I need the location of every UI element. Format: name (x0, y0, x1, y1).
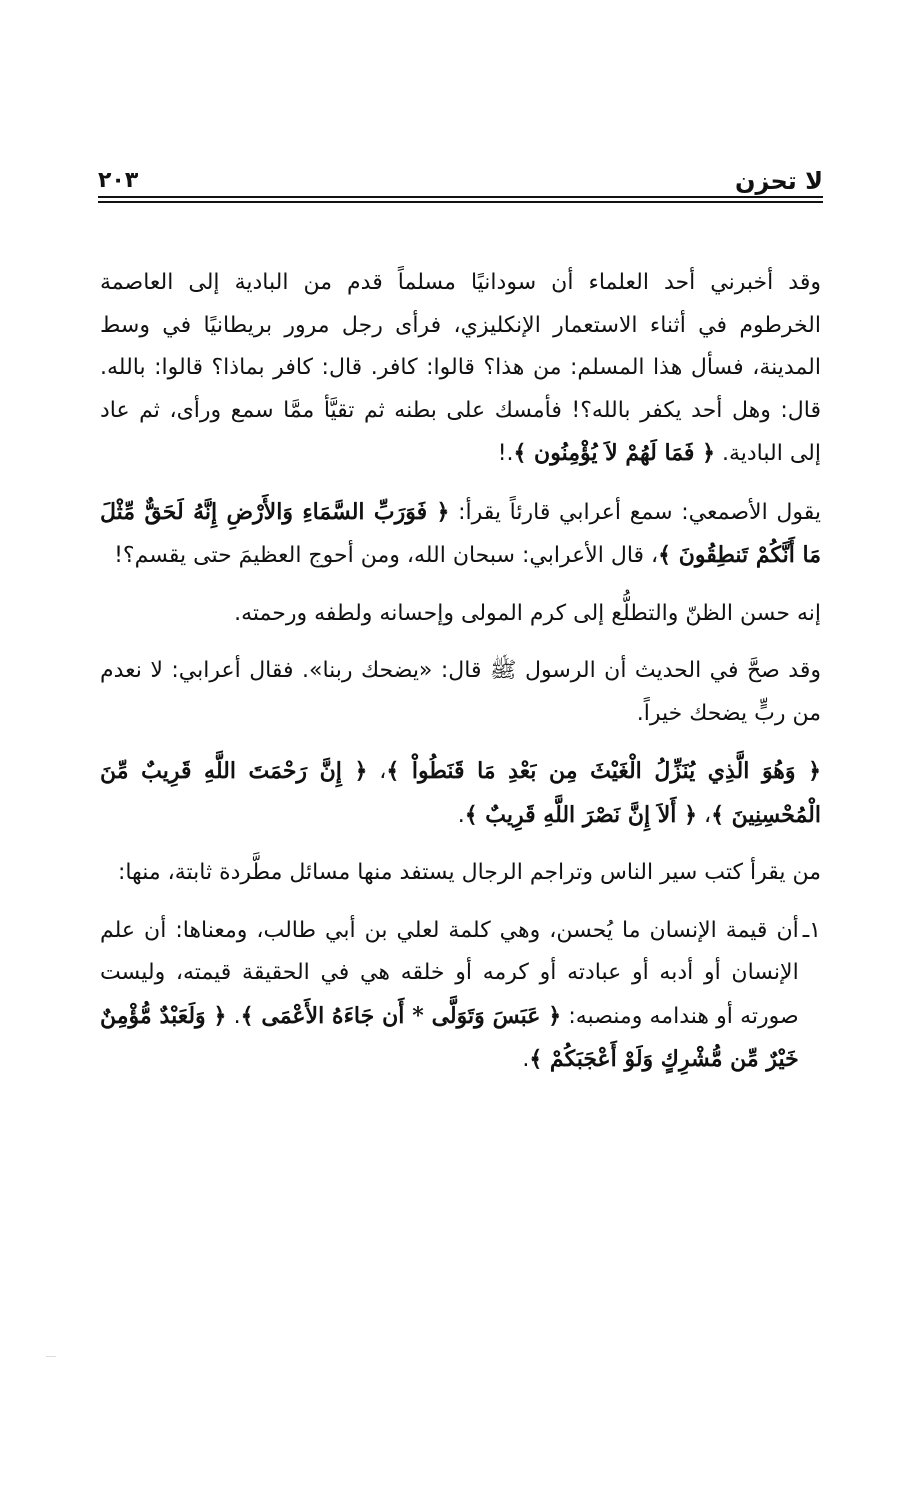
quran-verse: ﴿ فَوَرَبِّ السَّمَاءِ وَالأَرْضِ إِنَّهُ لَحَقٌّ مِّثْلَ مَا أَنَّكُمْ تَنطِقُونَ ﴾ (100, 498, 821, 568)
quran-verse: ﴿ أَلاَ إِنَّ نَصْرَ اللَّهِ قَرِيبٌ ﴾ (464, 801, 697, 828)
quran-verse: ﴿ وَهُوَ الَّذِي يُنَزِّلُ الْغَيْثَ مِن بَعْدِ مَا قَنَطُواْ ﴾ (386, 758, 821, 784)
running-header (98, 156, 823, 196)
paragraph-text: . (226, 1003, 241, 1029)
paragraph-text: . (522, 1047, 530, 1072)
quran-verse: ﴿ فَمَا لَهُمْ لاَ يُؤْمِنُون ﴾ (513, 440, 715, 466)
list-item (100, 910, 821, 1082)
paragraph-text: .! (497, 441, 514, 466)
paragraph-text: ، (367, 759, 387, 784)
paragraph-text: وقد أخبرني أحد العلماء أن سودانيًا مسلماً قدم من البادية إلى العاصمة الخرطوم في أثناء الاستعمار الإنكليزي، فرأى رجل مرور بريطانيًا في وسط المدينة، فسأل هذا المسلم: من هذا؟ قالوا: كافر. قال: كافر بماذا؟ قالوا: بالله. قال: وهل أحد يكفر بالله؟! فأمسك على بطنه ثم تقيَّأ ممَّا سمع ورأى، ثم عاد إلى البادية. (100, 270, 821, 466)
paragraph-asmai (100, 491, 821, 578)
paragraph-good-opinion (100, 593, 821, 636)
paragraph-sudanese (100, 262, 821, 476)
paragraph-hadith (100, 650, 821, 735)
list-item-text (100, 910, 799, 1082)
paragraph-text: إنه حسن الظنّ والتطلُّع إلى كرم المولى وإحسانه ولطفه ورحمته. (234, 600, 821, 626)
quran-verse: ﴿ عَبَسَ وَتَوَلَّى * أَن جَاءَهُ الأَعْمَى ﴾ (240, 1002, 562, 1029)
header-rule-bottom (98, 201, 823, 203)
running-title: لا تحزن (735, 167, 823, 195)
quran-verse: ﴿ إِنَّ رَحْمَتَ اللَّهِ قَرِيبٌ مِّنَ الْمُحْسِنِينَ ﴾ (100, 758, 821, 828)
page-number: ٢٠٣ (98, 168, 139, 193)
paragraph-text: . (457, 802, 465, 828)
scan-mark (46, 1356, 56, 1357)
body-text (100, 262, 821, 1082)
paragraph-text: يقول الأصمعي: سمع أعرابي قارئاً يقرأ: (449, 499, 821, 525)
paragraph-text: وقد صحَّ في الحديث أن الرسول ﷺ قال: «يضحك ربنا». فقال أعرابي: لا نعدم من ربٍّ يضحك خيراً. (100, 658, 821, 726)
paragraph-text: أن قيمة الإنسان ما يُحسن، وهي كلمة لعلي بن أبي طالب، ومعناها: أن علم الإنسان أو أدبه أو عبادته أو كرمه أو خلقه هي في الحقيقة قيمته، وليست صورته أو هندامه ومنصبه: (100, 917, 799, 1029)
quran-verse: ﴿ وَلَعَبْدٌ مُّؤْمِنٌ خَيْرٌ مِّن مُّشْرِكٍ وَلَوْ أَعْجَبَكُمْ ﴾ (100, 1002, 799, 1072)
paragraph-text: من يقرأ كتب سير الناس وتراجم الرجال يستفد منها مسائل مطَّردة ثابتة، منها: (117, 860, 821, 885)
paragraph-text: ، قال الأعرابي: سبحان الله، ومن أحوج العظيمَ حتى يقسم؟! (114, 543, 659, 568)
paragraph-biographies (100, 852, 821, 895)
paragraph-verses (100, 750, 821, 837)
header-rule-top (98, 196, 823, 198)
list-number: ١ـ (802, 917, 821, 943)
paragraph-text: ، (696, 802, 712, 828)
